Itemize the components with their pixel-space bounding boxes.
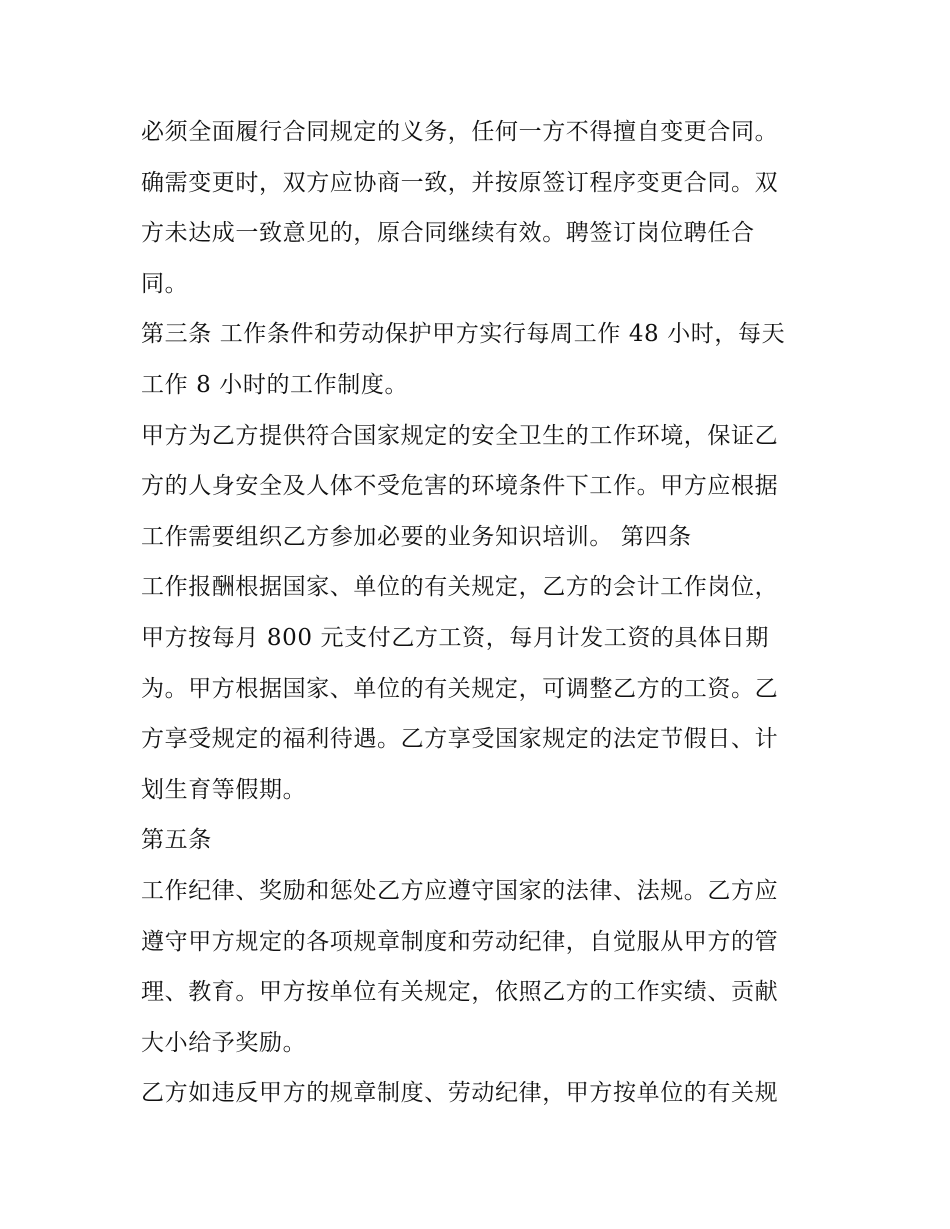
contract-text [141, 107, 821, 1119]
text-line: 方享受规定的福利待遇。乙方享受国家规定的法定节假日、计 [141, 726, 779, 753]
text-line: 工作报酬根据国家、单位的有关规定，乙方的会计工作岗位， [141, 574, 779, 601]
text-line: 乙方如违反甲方的规章制度、劳动纪律，甲方按单位的有关规 [141, 1080, 779, 1107]
text-line: 甲方按每月 800 元支付乙方工资，每月计发工资的具体日期 [141, 624, 769, 651]
text-line: 甲方为乙方提供符合国家规定的安全卫生的工作环境，保证乙 [141, 422, 779, 449]
text-line: 理、教育。甲方按单位有关规定，依照乙方的工作实绩、贡献 [141, 979, 779, 1006]
text-line: 必须全面履行合同规定的义务，任何一方不得擅自变更合同。 [141, 119, 779, 145]
text-line: 遵守甲方规定的各项规章制度和劳动纪律，自觉服从甲方的管 [141, 928, 779, 955]
text-line: 方未达成一致意见的，原合同继续有效。聘签订岗位聘任合 [141, 220, 755, 247]
text-line: 同。 [141, 270, 189, 297]
text-line: 为。甲方根据国家、单位的有关规定，可调整乙方的工资。乙 [141, 675, 779, 702]
text-line: 方的人身安全及人体不受危害的环境条件下工作。甲方应根据 [141, 473, 779, 500]
text-line: 工作 8 小时的工作制度。 [141, 371, 409, 398]
text-line: 划生育等假期。 [141, 776, 307, 803]
text-line: 第三条 工作条件和劳动保护甲方实行每周工作 48 小时，每天 [141, 321, 786, 348]
text-line: 第五条 [141, 827, 212, 854]
text-line: 确需变更时，双方应协商一致，并按原签订程序变更合同。双 [141, 169, 779, 196]
text-line: 工作纪律、奖励和惩处乙方应遵守国家的法律、法规。乙方应 [141, 877, 779, 904]
text-line: 工作需要组织乙方参加必要的业务知识培训。 第四条 [141, 523, 692, 550]
text-line: 大小给予奖励。 [141, 1029, 307, 1056]
